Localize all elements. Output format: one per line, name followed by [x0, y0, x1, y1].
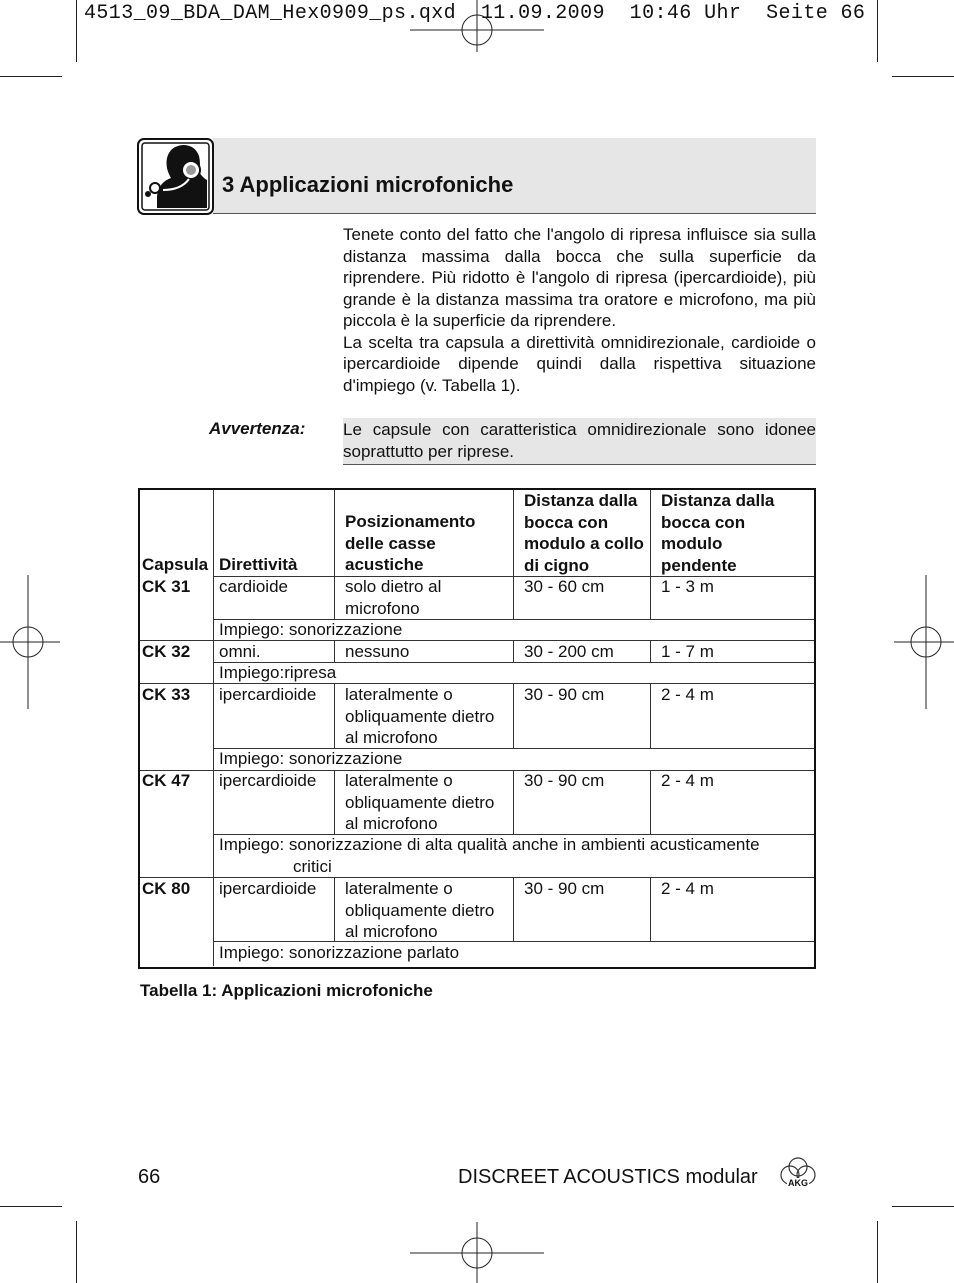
registration-mark-left-icon — [0, 575, 60, 709]
col-divider — [213, 662, 214, 683]
col-divider — [334, 877, 335, 941]
row-ck33-distanza-cigno: 30 - 90 cm — [524, 685, 605, 704]
row-ck31-distanza-pendente: 1 - 3 m — [661, 577, 714, 596]
col-divider — [213, 834, 214, 877]
intro-text — [343, 224, 816, 396]
registration-mark-top-icon — [410, 0, 544, 60]
col-divider — [213, 640, 214, 662]
row-ck33-impiego: Impiego: sonorizzazione — [219, 749, 403, 768]
crop-mark-bottom-left-v — [76, 1221, 77, 1283]
row-ck33-direttivita: ipercardioide — [219, 685, 317, 704]
col-divider — [213, 770, 214, 834]
col-divider — [513, 490, 514, 576]
col-divider — [334, 576, 335, 619]
row-ck32-distanza-pendente: 1 - 7 m — [661, 642, 714, 661]
intro-paragraph-1: Tenete conto del fatto che l'angolo di ripresa influisce sia sulla distanza massima dalla bocca che sulla superficie da riprendere. Più ridotto è l'angolo di ripresa (ipercardioide), più grande è la distanza massima tra oratore e microfono, ma più piccola è la superficie da riprendere. — [343, 225, 816, 330]
col-divider — [513, 770, 514, 834]
row-ck80-direttivita: ipercardioide — [219, 879, 317, 898]
col-divider — [650, 770, 651, 834]
col-divider — [213, 941, 214, 966]
row-ck32-distanza-cigno: 30 - 200 cm — [524, 642, 614, 661]
header-direttivita: Direttività — [219, 555, 298, 574]
col-divider — [334, 640, 335, 662]
row-ck31-impiego: Impiego: sonorizzazione — [219, 620, 403, 639]
col-divider — [334, 683, 335, 748]
row-ck33-capsula: CK 33 — [142, 685, 191, 704]
col-divider — [213, 683, 214, 748]
row-ck47-posizionamento: lateralmente o obliquamente dietro al microfono — [345, 771, 495, 833]
row-ck47-impiego: Impiego: sonorizzazione di alta qualità anche in ambienti acusticamente — [219, 835, 760, 854]
col-divider — [513, 576, 514, 619]
akg-logo-icon — [779, 1156, 817, 1190]
row-ck31-posizionamento: solo dietro al microfono — [345, 577, 442, 618]
row-ck47-impiego-cont: critici — [293, 857, 332, 876]
header-distanza-cigno: Distanza dalla bocca con modulo a collo di cigno — [524, 491, 644, 575]
col-divider — [650, 576, 651, 619]
crop-mark-top-left-h — [0, 76, 62, 77]
crop-mark-bottom-left-h — [0, 1206, 62, 1207]
row-ck47-distanza-cigno: 30 - 90 cm — [524, 771, 605, 790]
crop-mark-bottom-right-h — [892, 1206, 954, 1207]
col-divider — [513, 877, 514, 941]
row-ck47-direttivita: ipercardioide — [219, 771, 317, 790]
row-ck47-capsula: CK 47 — [142, 771, 191, 790]
footer-title: DISCREET ACOUSTICS modular — [458, 1166, 758, 1188]
col-divider — [650, 640, 651, 662]
crop-mark-top-right-v — [877, 0, 878, 62]
registration-mark-bottom-icon — [410, 1222, 544, 1283]
crop-mark-top-left-v — [76, 0, 77, 62]
row-ck31-distanza-cigno: 30 - 60 cm — [524, 577, 605, 596]
crop-mark-top-right-h — [892, 76, 954, 77]
intro-paragraph-2: La scelta tra capsula a direttività omnidirezionale, cardioide o ipercardioide dipende quindi dalla rispettiva situazione d'impiego (v. Tabella 1). — [343, 332, 816, 395]
slug-line: 4513_09_BDA_DAM_Hex0909_ps.qxd 11.09.2009 10:46 Uhr Seite 66 — [84, 2, 866, 25]
row-ck31-capsula: CK 31 — [142, 577, 191, 596]
row-ck80-distanza-cigno: 30 - 90 cm — [524, 879, 605, 898]
section-title: 3 Applicazioni microfoniche — [222, 172, 514, 197]
row-ck33-distanza-pendente: 2 - 4 m — [661, 685, 714, 704]
col-divider — [513, 640, 514, 662]
col-divider — [334, 490, 335, 576]
warning-text: Le capsule con caratteristica omnidirezionale sono idonee soprattutto per riprese. — [343, 418, 816, 465]
warning-label: Avvertenza: — [209, 419, 306, 438]
row-ck33-posizionamento: lateralmente o obliquamente dietro al microfono — [345, 685, 495, 747]
col-divider — [213, 877, 214, 941]
person-with-headset-icon — [137, 138, 214, 215]
header-capsula: Capsula — [142, 555, 209, 574]
registration-mark-right-icon — [894, 575, 954, 709]
row-ck31-direttivita: cardioide — [219, 577, 288, 596]
row-ck32-posizionamento: nessuno — [345, 642, 410, 661]
col-divider — [650, 683, 651, 748]
row-ck80-posizionamento: lateralmente o obliquamente dietro al microfono — [345, 879, 495, 941]
akg-logo-text: AKG — [788, 1178, 808, 1188]
row-ck80-distanza-pendente: 2 - 4 m — [661, 879, 714, 898]
applications-table — [138, 488, 816, 969]
header-posizionamento: Posizionamento delle casse acustiche — [345, 512, 476, 574]
row-ck47-distanza-pendente: 2 - 4 m — [661, 771, 714, 790]
row-ck32-direttivita: omni. — [219, 642, 261, 661]
crop-mark-bottom-right-v — [877, 1221, 878, 1283]
col-divider — [213, 748, 214, 770]
col-divider — [213, 619, 214, 640]
row-ck80-capsula: CK 80 — [142, 879, 191, 898]
row-ck80-impiego: Impiego: sonorizzazione parlato — [219, 943, 460, 962]
row-ck32-capsula: CK 32 — [142, 642, 191, 661]
page-number: 66 — [138, 1166, 161, 1188]
col-divider — [650, 490, 651, 576]
table-caption: Tabella 1: Applicazioni microfoniche — [140, 981, 433, 1000]
row-ck32-impiego: Impiego:ripresa — [219, 663, 337, 682]
col-divider — [213, 490, 214, 576]
header-distanza-pendente: Distanza dalla bocca con modulo pendente — [661, 491, 775, 575]
col-divider — [513, 683, 514, 748]
col-divider — [334, 770, 335, 834]
col-divider — [650, 877, 651, 941]
col-divider — [213, 576, 214, 619]
